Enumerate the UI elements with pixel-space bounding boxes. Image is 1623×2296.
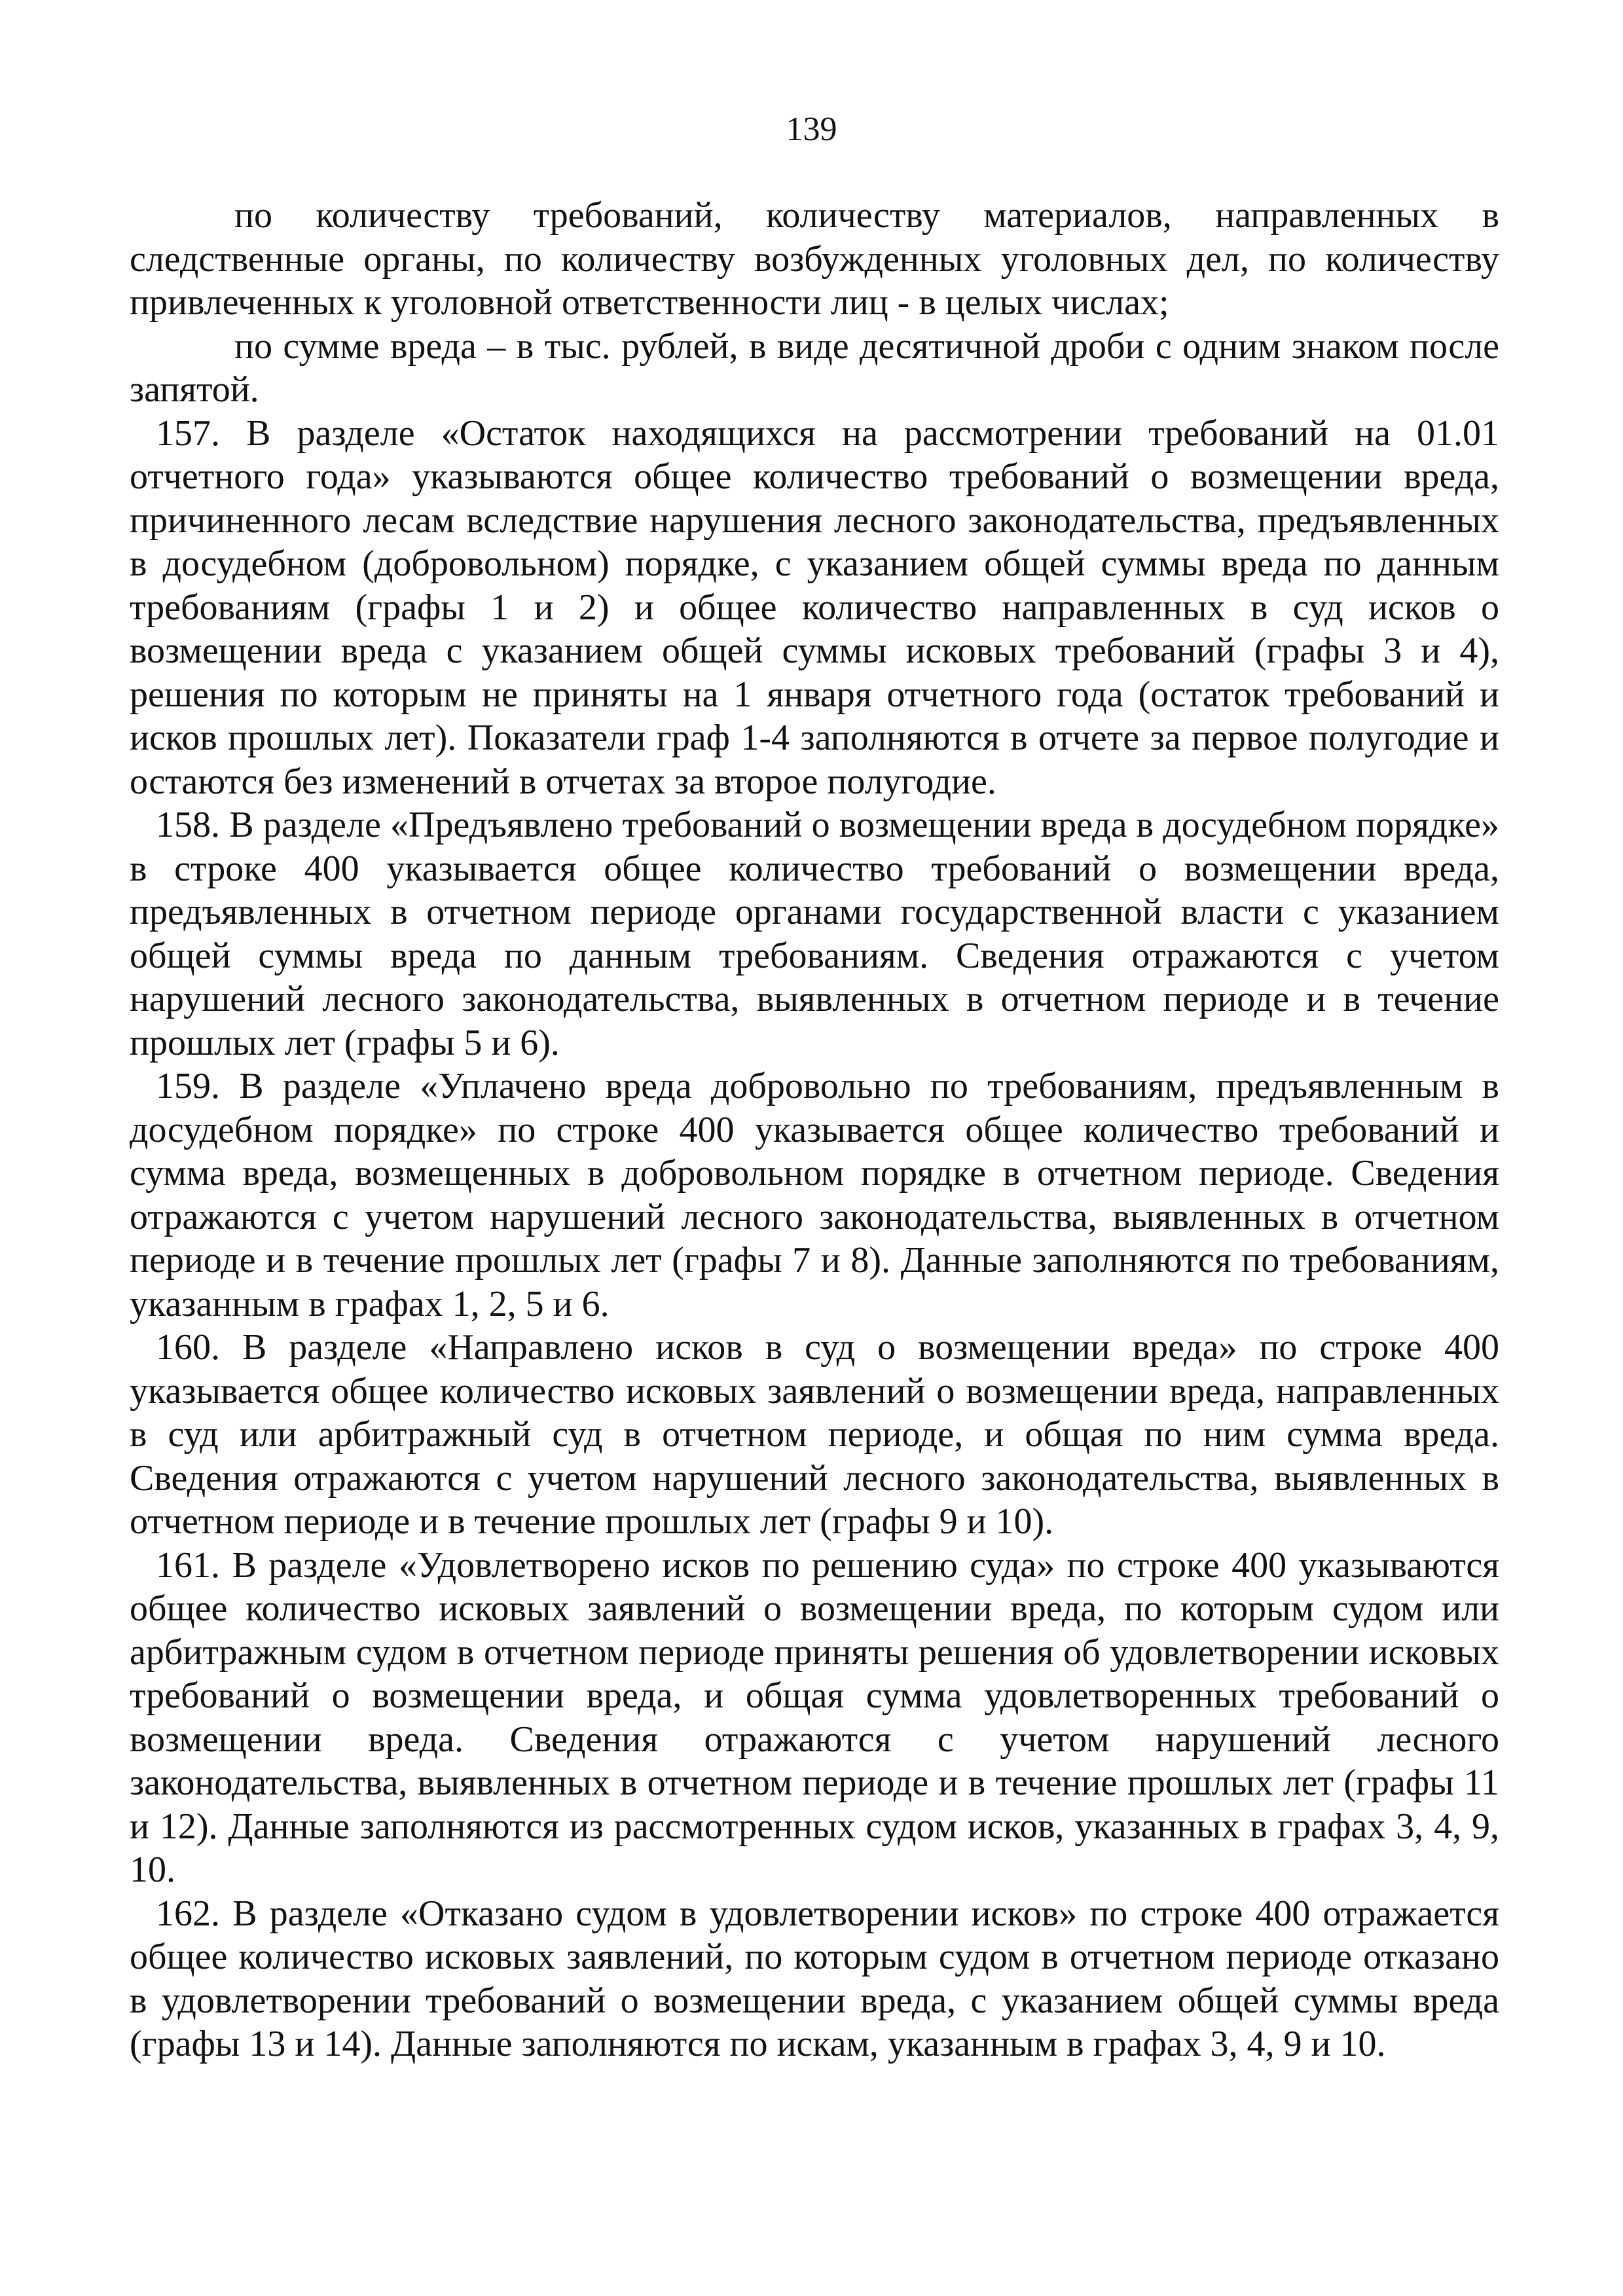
paragraph-157: 157. В разделе «Остаток находящихся на рассмотрении требований на 01.01 отчетного года» указываются общее количество требований о возмещении вреда, причиненного лесам вследствие нарушения лесного законодательства, предъявленных в досудебном (добровольном) порядке, с указанием общей суммы вреда по данным требованиям (графы 1 и 2) и общее количество направленных в суд исков о возмещении вреда с указанием общей суммы исковых требований (графы 3 и 4), решения по которым не приняты на 1 января отчетного года (остаток требований и исков прошлых лет). Показатели граф 1-4 заполняются в отчете за первое полугодие и остаются без изменений в отчетах за второе полугодие. [130, 412, 1499, 802]
paragraph-161: 161. В разделе «Удовлетворено исков по решению суда» по строке 400 указываются общее количество исковых заявлений о возмещении вреда, по которым судом или арбитражным судом в отчетном периоде приняты решения об удовлетворении исковых требований о возмещении вреда, и общая сумма удовлетворенных требований о возмещении вреда. Сведения отражаются с учетом нарушений лесного законодательства, выявленных в отчетном периоде и в течение прошлых лет (графы 11 и 12). Данные заполняются из рассмотренных судом исков, указанных в графах 3, 4, 9, 10. [130, 1544, 1499, 1890]
paragraph-intro-counts: по количеству требований, количеству материалов, направленных в следственные органы, по количеству возбужденных уголовных дел, по количеству привлеченных к уголовной ответственности лиц - в целых числах; [130, 195, 1499, 323]
paragraph-160: 160. В разделе «Направлено исков в суд о возмещении вреда» по строке 400 указывается общее количество исковых заявлений о возмещении вреда, направленных в суд или арбитражный суд в отчетном периоде, и общая по ним сумма вреда. Сведения отражаются с учетом нарушений лесного законодательства, выявленных в отчетном периоде и в течение прошлых лет (графы 9 и 10). [130, 1327, 1499, 1542]
paragraph-158: 158. В разделе «Предъявлено требований о возмещении вреда в досудебном порядке» в строке 400 указывается общее количество требований о возмещении вреда, предъявленных в отчетном периоде органами государственной власти с указанием общей суммы вреда по данным требованиям. Сведения отражаются с учетом нарушений лесного законодательства, выявленных в отчетном периоде и в течение прошлых лет (графы 5 и 6). [130, 805, 1499, 1063]
paragraph-159: 159. В разделе «Уплачено вреда добровольно по требованиям, предъявленным в досудебном порядке» по строке 400 указывается общее количество требований и сумма вреда, возмещенных в добровольном порядке в отчетном периоде. Сведения отражаются с учетом нарушений лесного законодательства, выявленных в отчетном периоде и в течение прошлых лет (графы 7 и 8). Данные заполняются по требованиям, указанным в графах 1, 2, 5 и 6. [130, 1066, 1499, 1324]
document-body [130, 194, 1499, 2066]
page-number: 139 [786, 111, 837, 148]
paragraph-intro-sum: по сумме вреда – в тыс. рублей, в виде десятичной дроби с одним знаком после запятой. [130, 325, 1499, 410]
paragraph-162: 162. В разделе «Отказано судом в удовлетворении исков» по строке 400 отражается общее количество исковых заявлений, по которым судом в отчетном периоде отказано в удовлетворении требований о возмещении вреда, с указанием общей суммы вреда (графы 13 и 14). Данные заполняются по искам, указанным в графах 3, 4, 9 и 10. [130, 1893, 1499, 2064]
